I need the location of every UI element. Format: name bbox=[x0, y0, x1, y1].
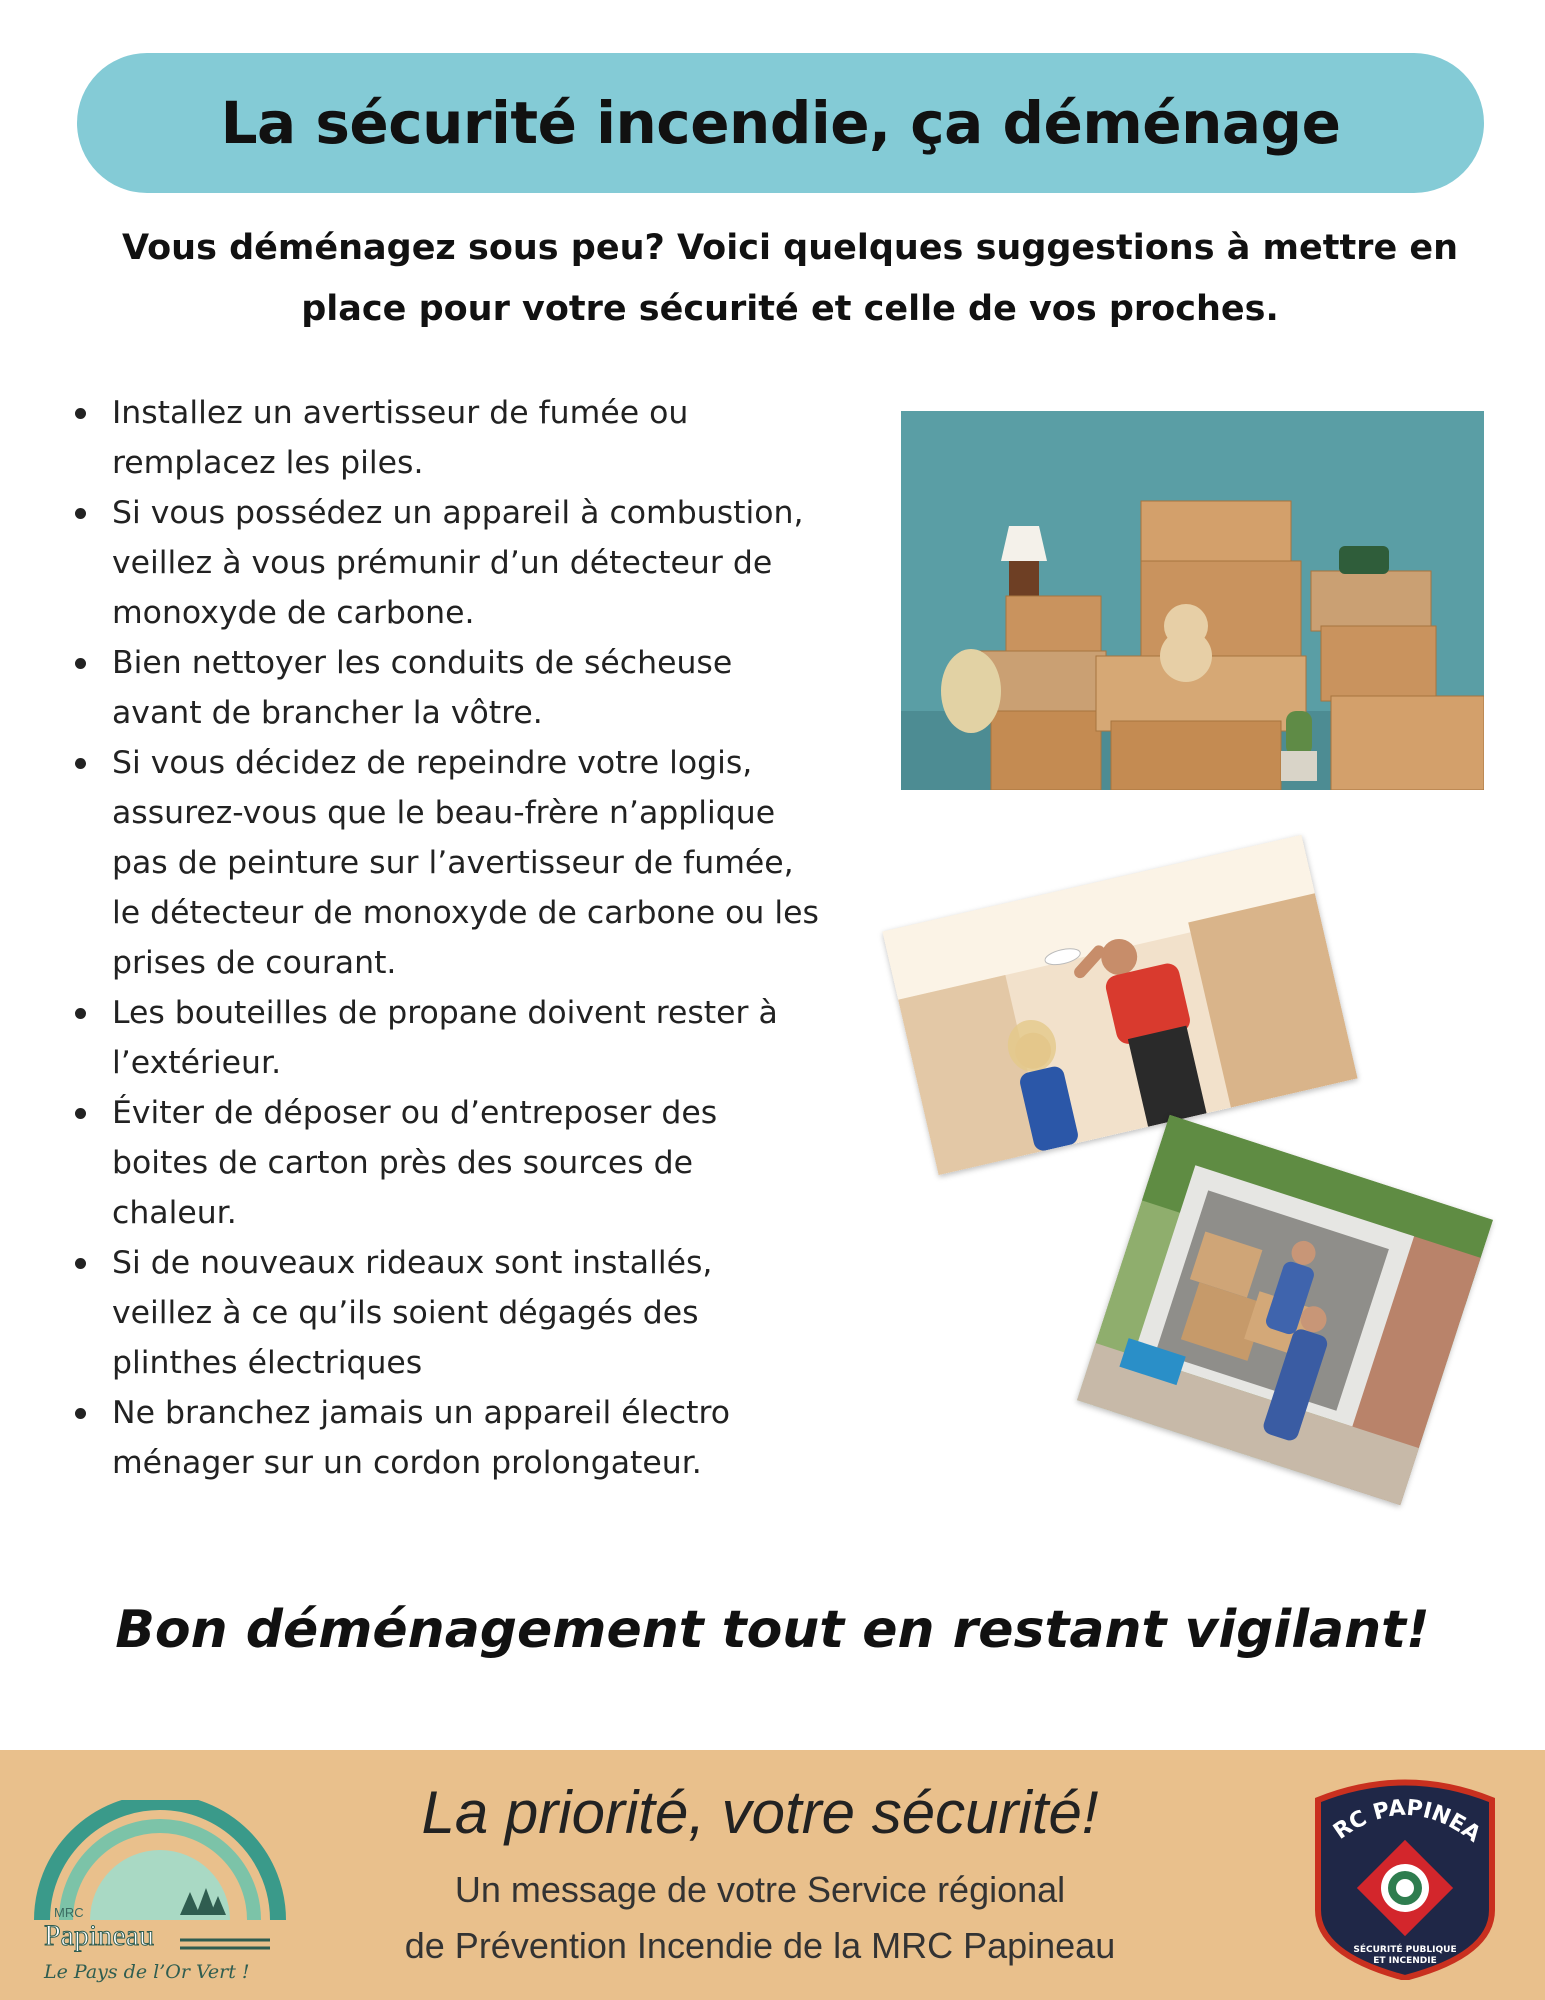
title-banner bbox=[77, 53, 1484, 193]
tip-item: Les bouteilles de propane doivent rester à l’extérieur. bbox=[60, 988, 820, 1088]
tip-item: Installez un avertisseur de fumée ou remplacez les piles. bbox=[60, 388, 820, 488]
fire-service-badge bbox=[1300, 1770, 1510, 1980]
mrc-papineau-logo bbox=[30, 1800, 290, 1985]
intro-line-2: place pour votre sécurité et celle de vos proches. bbox=[301, 289, 1279, 329]
tip-item: Si vous décidez de repeindre votre logis, assurez-vous que le beau-frère n’applique pas de peinture sur l’avertisseur de fumée, le détecteur de monoxyde de carbone ou les prises de courant. bbox=[60, 738, 820, 988]
footer-slogan: La priorité, votre sécurité! bbox=[421, 1779, 1099, 1846]
moving-boxes-photo bbox=[901, 411, 1484, 790]
logo-mrc-text: MRC bbox=[54, 1905, 84, 1920]
footer-message-line-1: Un message de votre Service régional bbox=[454, 1869, 1066, 1910]
tip-item: Bien nettoyer les conduits de sécheuse avant de brancher la vôtre. bbox=[60, 638, 820, 738]
badge-name-text: RC PAPINEA bbox=[1329, 1795, 1485, 1848]
closing-message: Bon déménagement tout en restant vigilant! bbox=[115, 1600, 1430, 1660]
intro-text bbox=[100, 218, 1480, 340]
footer-message-line-2: de Prévention Incendie de la MRC Papineau bbox=[404, 1925, 1116, 1966]
tip-item: Éviter de déposer ou d’entreposer des boites de carton près des sources de chaleur. bbox=[60, 1088, 820, 1238]
moving-truck-photo bbox=[1077, 1115, 1493, 1505]
footer-banner bbox=[0, 1750, 1545, 2000]
badge-line1-text: SÉCURITÉ PUBLIQUE bbox=[1353, 1945, 1457, 1955]
tips-list bbox=[60, 388, 820, 1488]
page-title: La sécurité incendie, ça déménage bbox=[220, 89, 1341, 157]
intro-line-1: Vous déménagez sous peu? Voici quelques suggestions à mettre en bbox=[121, 228, 1459, 268]
tip-item: Ne branchez jamais un appareil électro ménager sur un cordon prolongateur. bbox=[60, 1388, 820, 1488]
badge-line2-text: ET INCENDIE bbox=[1373, 1956, 1437, 1966]
footer-message bbox=[300, 1862, 1220, 1974]
logo-tagline-text: Le Pays de l’Or Vert ! bbox=[44, 1961, 250, 1983]
logo-name-text: Papineau bbox=[44, 1919, 154, 1952]
tip-item: Si vous possédez un appareil à combustion, veillez à vous prémunir d’un détecteur de monoxyde de carbone. bbox=[60, 488, 820, 638]
smoke-detector-photo bbox=[882, 835, 1357, 1175]
tip-item: Si de nouveaux rideaux sont installés, veillez à ce qu’ils soient dégagés des plinthes électriques bbox=[60, 1238, 820, 1388]
